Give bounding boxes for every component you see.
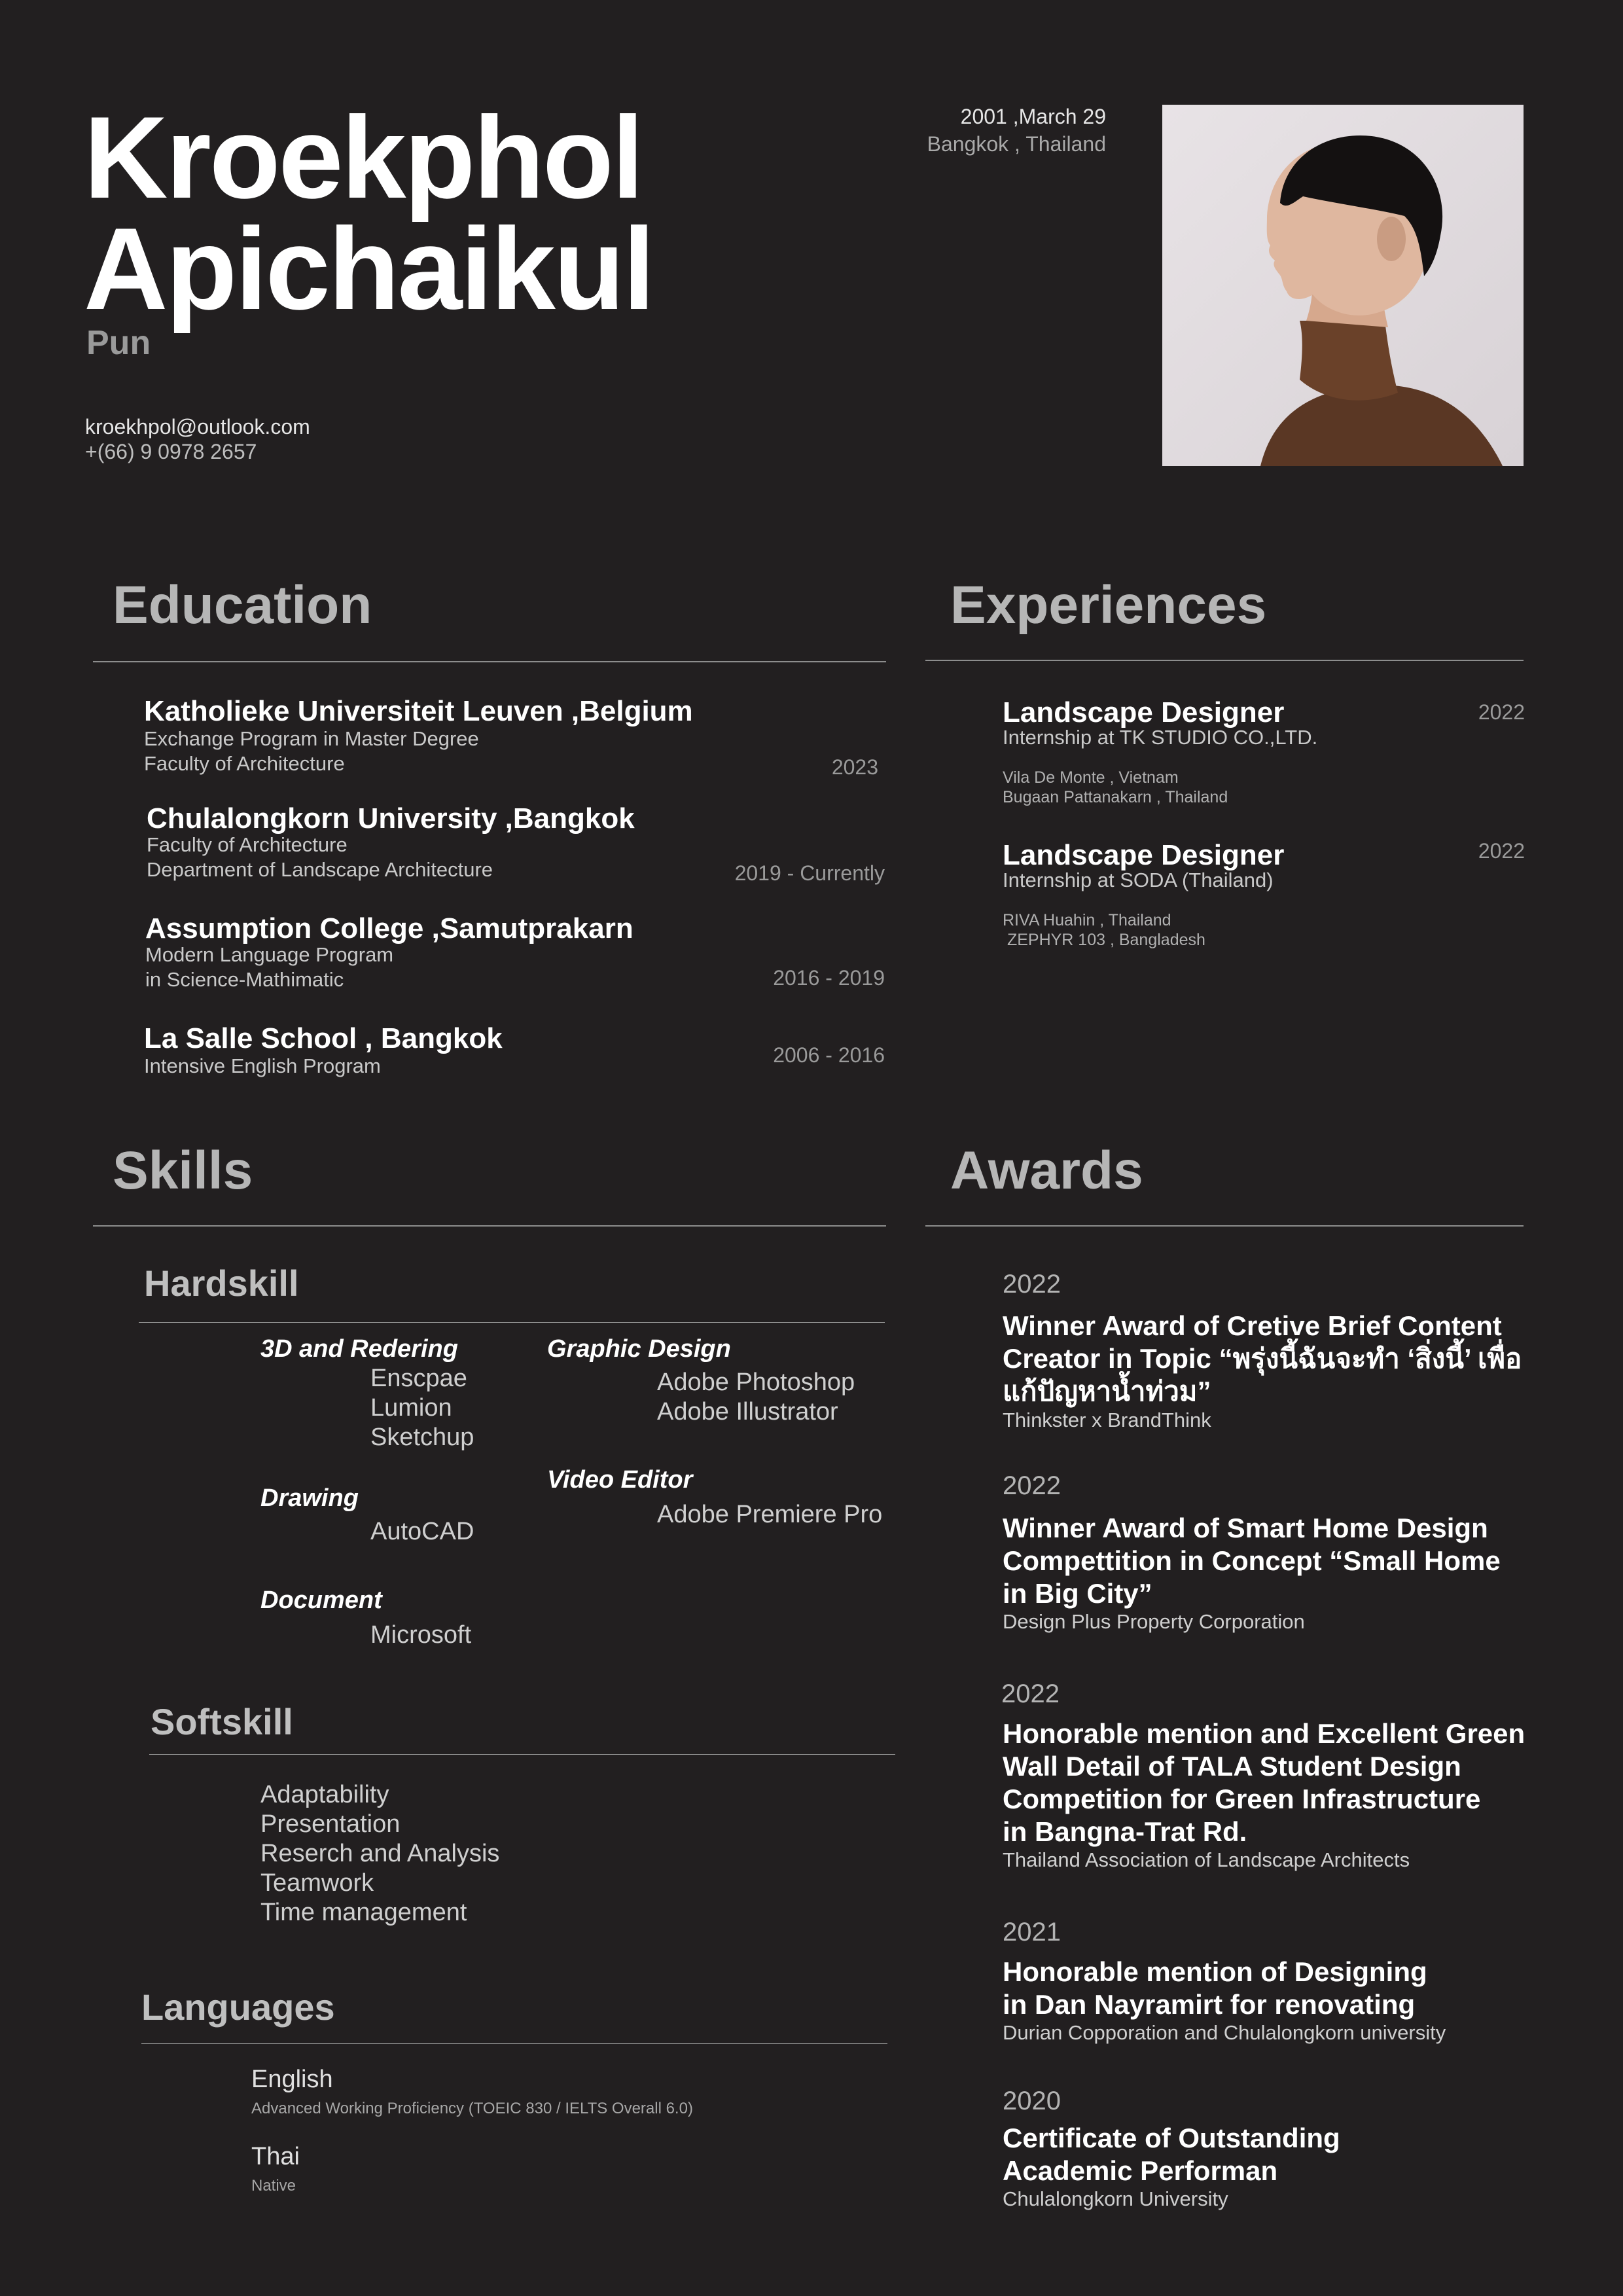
softskill-heading: Softskill <box>151 1701 293 1742</box>
experience-org: Internship at SODA (Thailand) <box>1003 869 1274 891</box>
experience-org: Internship at TK STUDIO CO.,LTD. <box>1003 726 1318 749</box>
award-title: แก้ปัญหาน้ำท่วม” <box>1003 1376 1211 1407</box>
phone[interactable]: +(66) 9 0978 2657 <box>85 440 257 463</box>
education-detail: Exchange Program in Master Degree <box>144 727 479 750</box>
awards-divider <box>925 1225 1524 1227</box>
language-level: Native <box>251 2177 296 2195</box>
profile-photo <box>1162 105 1524 466</box>
skill-item: Adobe Illustrator <box>657 1398 838 1426</box>
location: Bangkok , Thailand <box>927 132 1106 156</box>
skill-category: Document <box>260 1587 382 1614</box>
skill-item: Adobe Photoshop <box>657 1369 855 1396</box>
award-org: Chulalongkorn University <box>1003 2187 1228 2210</box>
skills-heading: Skills <box>113 1141 253 1200</box>
award-year: 2022 <box>1003 1270 1061 1299</box>
softskill-item: Teamwork <box>260 1869 374 1897</box>
award-org: Design Plus Property Corporation <box>1003 1610 1305 1633</box>
education-detail: in Science-Mathimatic <box>145 968 344 991</box>
skill-item: Adobe Premiere Pro <box>657 1501 883 1528</box>
education-years: 2006 - 2016 <box>773 1043 885 1067</box>
award-year: 2020 <box>1003 2087 1061 2115</box>
award-org: Durian Copporation and Chulalongkorn university <box>1003 2021 1446 2044</box>
award-title: Creator in Topic “พรุ่งนี้ฉันจะทำ ‘สิ่งนี้’ เพื่อ <box>1003 1343 1522 1374</box>
first-name: Kroekphol <box>84 92 643 223</box>
education-school: Assumption College ,Samutprakarn <box>145 912 633 944</box>
award-title: Honorable mention of Designing <box>1003 1956 1427 1987</box>
softskill-divider <box>149 1754 895 1755</box>
skill-item: AutoCAD <box>370 1518 474 1545</box>
skill-category: 3D and Redering <box>260 1335 458 1363</box>
award-title: Certificate of Outstanding <box>1003 2123 1340 2153</box>
skill-category: Video Editor <box>547 1466 693 1494</box>
softskill-item: Reserch and Analysis <box>260 1840 500 1867</box>
last-name: Apichaikul <box>84 204 654 334</box>
award-org: Thailand Association of Landscape Architects <box>1003 1848 1410 1871</box>
awards-heading: Awards <box>950 1141 1143 1200</box>
education-detail: Department of Landscape Architecture <box>147 858 493 881</box>
experience-project: Bugaan Pattanakarn , Thailand <box>1003 788 1228 806</box>
education-divider <box>93 661 886 662</box>
education-school: Katholieke Universiteit Leuven ,Belgium <box>144 695 693 727</box>
softskill-item: Adaptability <box>260 1781 389 1808</box>
award-title: Competition for Green Infrastructure <box>1003 1784 1481 1814</box>
skill-category: Drawing <box>260 1484 359 1512</box>
award-year: 2021 <box>1003 1918 1061 1946</box>
award-title: Winner Award of Cretive Brief Content <box>1003 1310 1502 1341</box>
award-title: Academic Performan <box>1003 2155 1278 2186</box>
language-name: English <box>251 2066 333 2093</box>
skill-item: Sketchup <box>370 1424 474 1451</box>
education-detail: Faculty of Architecture <box>144 752 345 775</box>
education-heading: Education <box>113 575 372 635</box>
education-years: 2019 - Currently <box>734 861 885 885</box>
softskill-item: Time management <box>260 1899 467 1926</box>
award-year: 2022 <box>1001 1679 1060 1708</box>
award-org: Thinkster x BrandThink <box>1003 1408 1211 1431</box>
skills-divider <box>93 1225 886 1227</box>
award-title: Winner Award of Smart Home Design <box>1003 1513 1488 1543</box>
award-title: Wall Detail of TALA Student Design <box>1003 1751 1461 1782</box>
award-title: in Dan Nayramirt for renovating <box>1003 1989 1416 2020</box>
skill-item: Microsoft <box>370 1621 472 1649</box>
education-detail: Faculty of Architecture <box>147 833 348 856</box>
skill-item: Lumion <box>370 1394 452 1422</box>
hardskill-heading: Hardskill <box>144 1263 299 1304</box>
experience-project: ZEPHYR 103 , Bangladesh <box>1003 931 1205 949</box>
languages-heading: Languages <box>141 1986 335 2028</box>
award-year: 2022 <box>1003 1471 1061 1500</box>
education-detail: Intensive English Program <box>144 1054 381 1077</box>
education-years: 2023 <box>831 755 878 779</box>
experiences-heading: Experiences <box>950 575 1267 635</box>
award-title: in Big City” <box>1003 1578 1152 1609</box>
email[interactable]: kroekhpol@outlook.com <box>85 415 310 439</box>
softskill-item: Presentation <box>260 1810 401 1838</box>
language-name: Thai <box>251 2143 300 2170</box>
experience-project: Vila De Monte , Vietnam <box>1003 768 1179 787</box>
experience-project: RIVA Huahin , Thailand <box>1003 911 1171 929</box>
award-title: Honorable mention and Excellent Green <box>1003 1718 1525 1749</box>
education-detail: Modern Language Program <box>145 943 394 966</box>
experience-role: Landscape Designer <box>1003 696 1285 728</box>
education-years: 2016 - 2019 <box>773 966 885 990</box>
experience-role: Landscape Designer <box>1003 839 1285 871</box>
experience-year: 2022 <box>1478 700 1525 724</box>
award-title: Compettition in Concept “Small Home <box>1003 1545 1501 1576</box>
education-school: Chulalongkorn University ,Bangkok <box>147 802 635 834</box>
nickname: Pun <box>86 324 151 362</box>
skill-category: Graphic Design <box>547 1335 731 1363</box>
hardskill-divider <box>139 1322 885 1323</box>
language-level: Advanced Working Proficiency (TOEIC 830 / IELTS Overall 6.0) <box>251 2100 693 2117</box>
birth-date: 2001 ,March 29 <box>960 105 1106 128</box>
experience-year: 2022 <box>1478 839 1525 863</box>
award-title: in Bangna-Trat Rd. <box>1003 1816 1247 1847</box>
languages-divider <box>141 2043 887 2044</box>
experiences-divider <box>925 660 1524 661</box>
education-school: La Salle School , Bangkok <box>144 1022 503 1054</box>
skill-item: Enscpae <box>370 1365 467 1392</box>
